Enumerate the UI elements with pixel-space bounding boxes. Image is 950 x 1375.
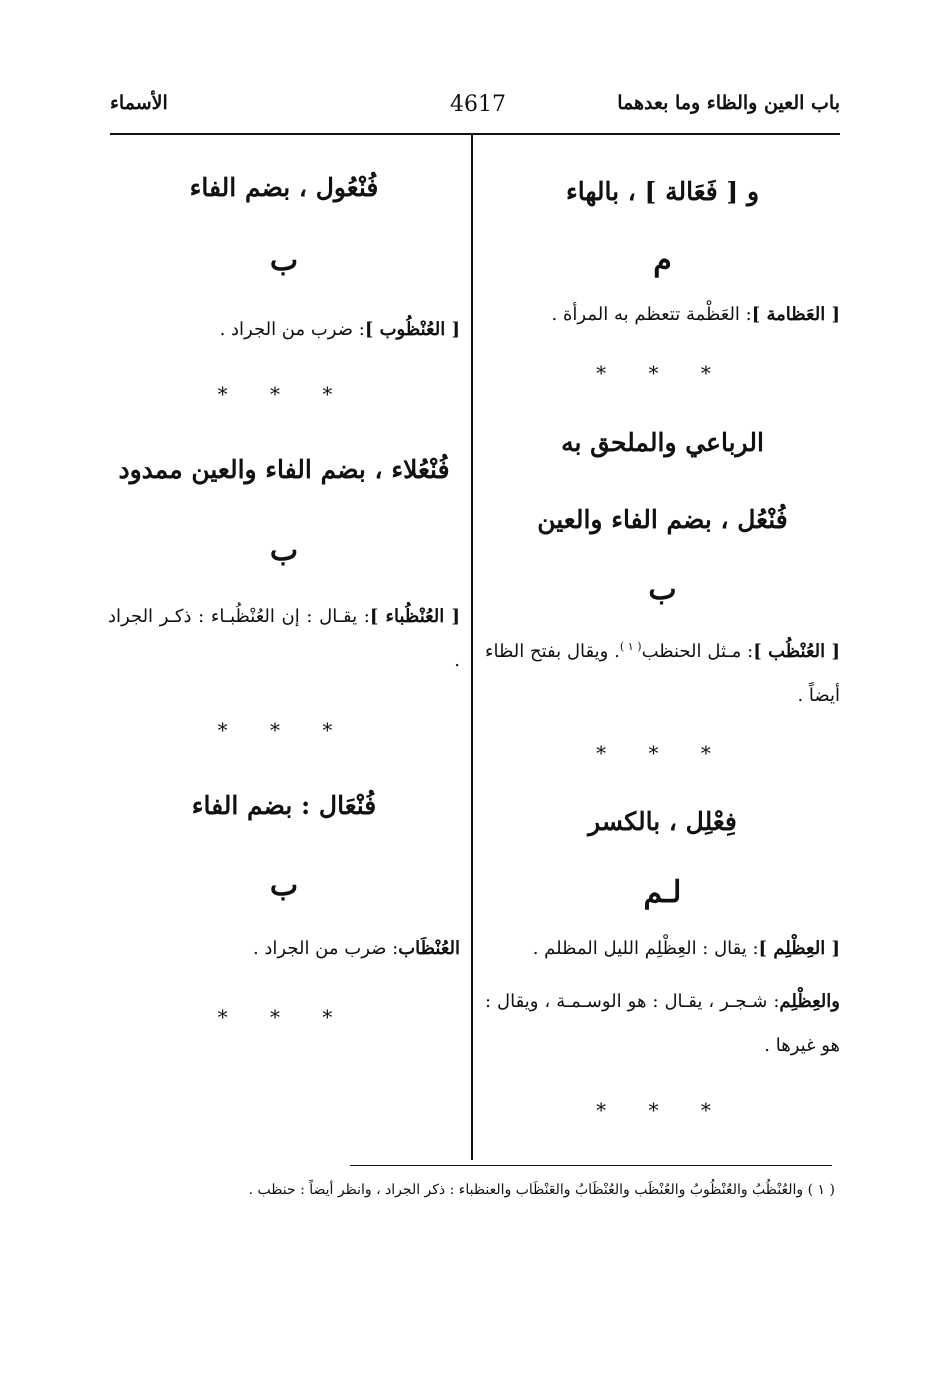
entry-headword: [ العُنْظُب ] xyxy=(753,641,840,662)
pattern-heading: فُنْعُول ، بضم الفاء xyxy=(189,173,379,202)
footnote-reference: ( ١ ) xyxy=(619,640,642,653)
entry-definition: : مـثل الحنظب xyxy=(641,641,754,662)
dictionary-entry xyxy=(485,927,840,971)
section-separator: * * * xyxy=(596,361,729,385)
entry-definition: : يقال : العِظْلِم الليل المظلم . xyxy=(532,938,759,959)
entry-headword: [ العُنْظُوب ] xyxy=(364,319,460,340)
column-divider xyxy=(471,135,473,1160)
entry-headword: [ العَظامة ] xyxy=(751,304,840,325)
entry-definition: : العَظْمة تتعظم به المرأة . xyxy=(551,304,752,325)
dictionary-entry xyxy=(108,595,460,683)
chapter-title: باب العين والظاء وما بعدهما xyxy=(617,92,840,114)
dictionary-entry xyxy=(485,293,840,337)
root-letter: ب xyxy=(648,572,677,607)
root-letter: لـم xyxy=(643,875,682,910)
footnote-rule xyxy=(350,1165,832,1166)
root-letter: ب xyxy=(269,868,299,903)
entry-definition-continued: . ويقال بفتح الظاء أيضاً . xyxy=(485,641,840,706)
pattern-heading: فُنْعُلاء ، بضم الفاء والعين ممدود xyxy=(118,455,450,484)
section-separator: * * * xyxy=(596,741,729,765)
pattern-heading: فُنْعَال : بضم الفاء xyxy=(191,791,377,820)
section-separator: * * * xyxy=(217,382,351,406)
entry-headword: العُنْظَاب xyxy=(398,938,460,959)
entry-definition: : ضرب من الجراد . xyxy=(219,319,365,340)
root-letter: ب xyxy=(269,533,299,568)
section-title: الأسماء xyxy=(110,92,168,114)
section-separator: * * * xyxy=(217,718,351,742)
entry-definition: : يقـال : إن العُنْظُبـاء : ذكـر الجراد . xyxy=(108,606,460,671)
page-header xyxy=(110,92,840,132)
root-letter: م xyxy=(653,243,672,278)
section-separator: * * * xyxy=(596,1098,729,1122)
dictionary-entry xyxy=(485,980,840,1068)
pattern-heading: فُنْعُل ، بضم الفاء والعين xyxy=(537,505,788,534)
header-rule xyxy=(110,133,840,135)
section-heading: الرباعي والملحق به xyxy=(561,428,764,457)
entry-definition: : شـجـر ، يقـال : هو الوسـمـة ، ويقال : هو غيرها . xyxy=(485,991,840,1056)
page-number: 4617 xyxy=(450,92,506,117)
dictionary-entry xyxy=(108,927,460,971)
entry-headword: [ العِظْلِم ] xyxy=(758,938,840,959)
dictionary-entry xyxy=(485,625,840,718)
dictionary-entry xyxy=(108,308,460,352)
root-letter: ب xyxy=(269,243,299,278)
pattern-heading: و [ فَعَالة ] ، بالهاء xyxy=(565,177,760,206)
entry-definition: : ضرب من الجراد . xyxy=(252,938,399,959)
footnote: ( ١ ) والعُنْظُبُ والعُنْظُوبُ والعُنْظَب والعُنْظَابُ والعَنْظَاب والعنظباء : ذكر الجراد ، وانظر أيضاً : حنظب . xyxy=(248,1182,835,1198)
pattern-heading: فِعْلِل ، بالكسر xyxy=(588,807,737,836)
entry-headword: [ العُنْظُباء ] xyxy=(369,606,461,627)
section-separator: * * * xyxy=(217,1005,351,1029)
entry-headword: والعِظْلِم xyxy=(779,991,840,1012)
